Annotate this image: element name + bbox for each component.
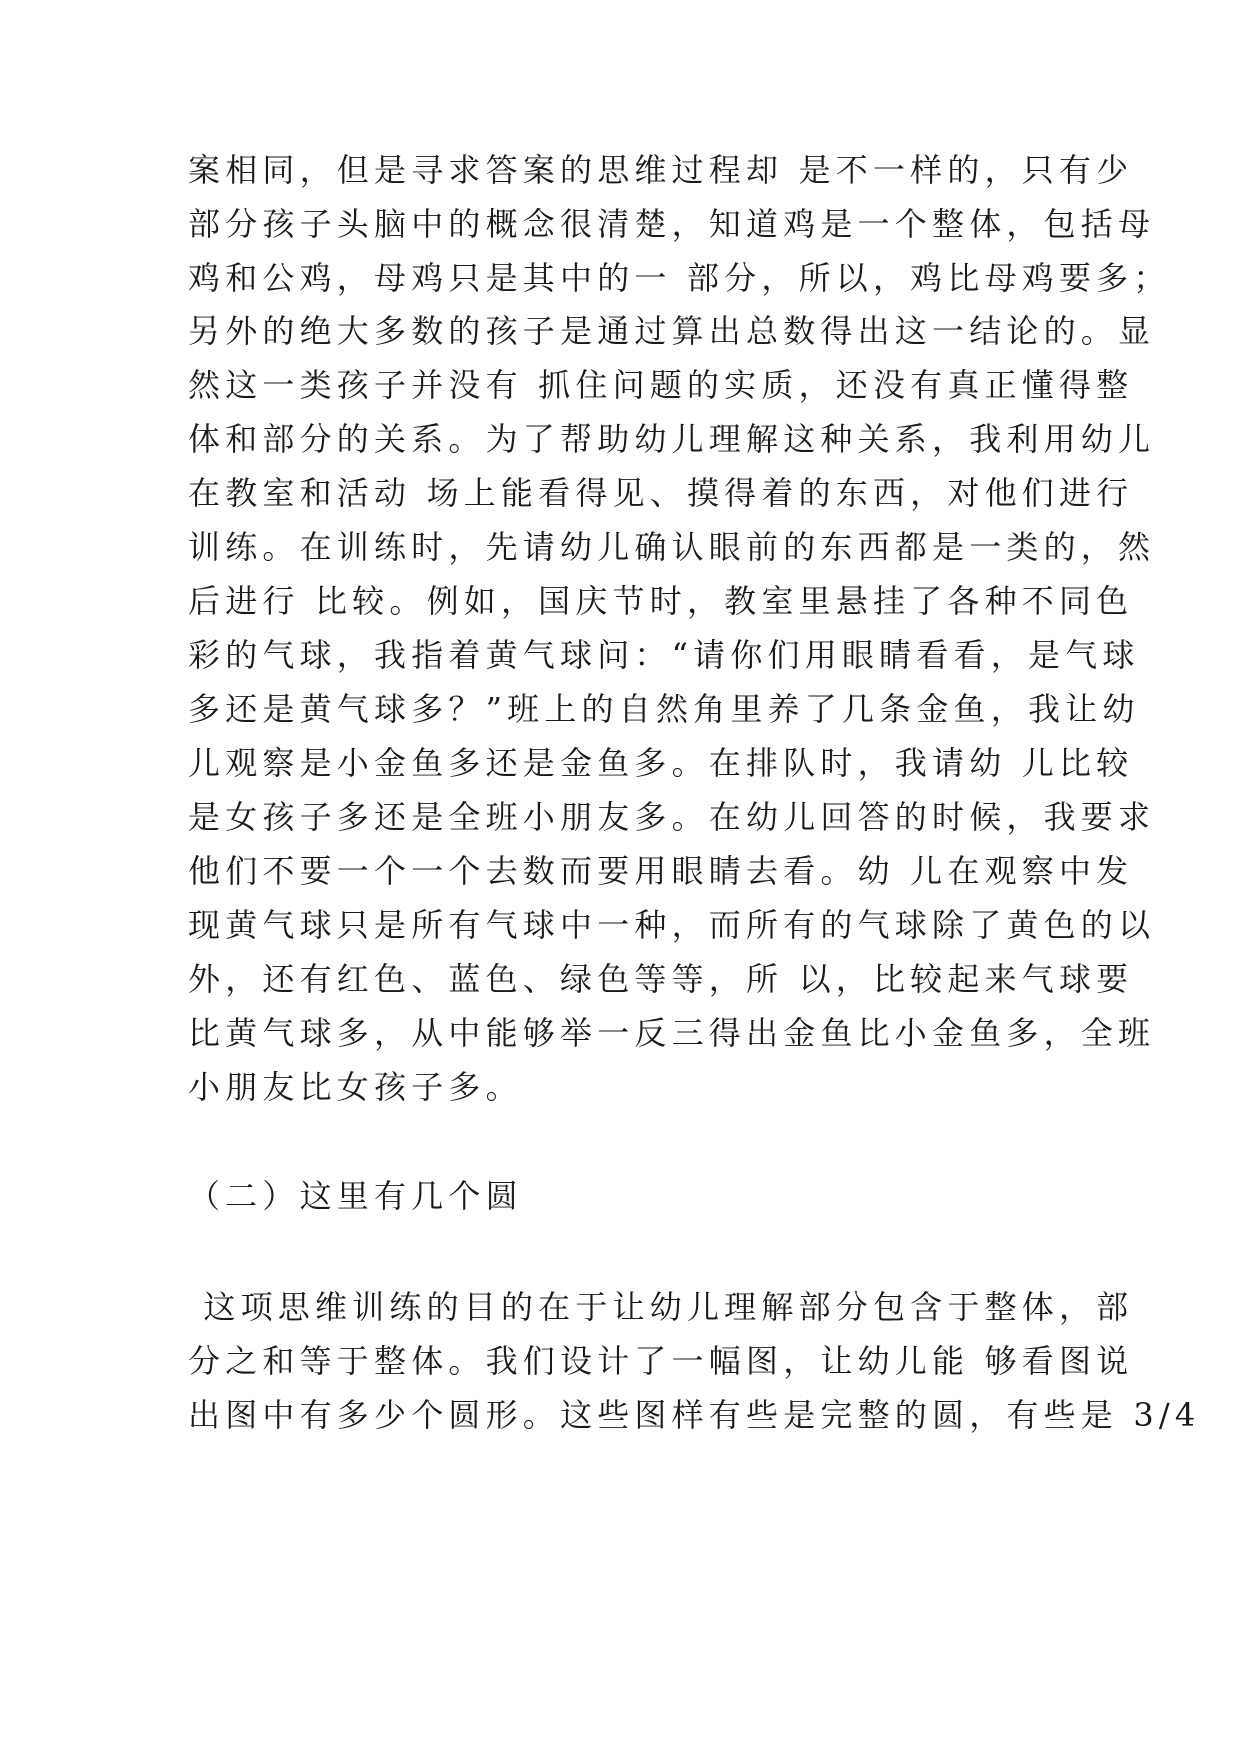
text-line: 出图中有多少个圆形。这些图样有些是完整的圆，有些是 3/4 bbox=[188, 1396, 1201, 1434]
text-line: 分之和等于整体。我们设计了一幅图，让幼儿能 够看图说 bbox=[188, 1342, 1134, 1380]
text-line: 训练。在训练时，先请幼儿确认眼前的东西都是一类的，然 bbox=[188, 528, 1156, 566]
text-line: 彩的气球，我指着黄气球问：“请你们用眼睛看看，是气球 bbox=[188, 636, 1140, 674]
text-line: 他们不要一个一个去数而要用眼睛去看。幼 儿在观察中发 bbox=[188, 852, 1134, 890]
text-line: 鸡和公鸡，母鸡只是其中的一 部分，所以，鸡比母鸡要多； bbox=[188, 259, 1171, 297]
text-line: 是女孩子多还是全班小朋友多。在幼儿回答的时候，我要求 bbox=[188, 798, 1156, 836]
text-line: 后进行 比较。例如，国庆节时，教室里悬挂了各种不同色 bbox=[188, 582, 1134, 620]
text-line: 比黄气球多，从中能够举一反三得出金鱼比小金鱼多，全班 bbox=[188, 1014, 1156, 1052]
text-line: 案相同，但是寻求答案的思维过程却 是不一样的，只有少 bbox=[188, 151, 1134, 189]
text-line: 部分孩子头脑中的概念很清楚，知道鸡是一个整体，包括母 bbox=[188, 205, 1156, 243]
text-line: 儿观察是小金鱼多还是金鱼多。在排队时，我请幼 儿比较 bbox=[188, 744, 1134, 782]
text-line: 现黄气球只是所有气球中一种，而所有的气球除了黄色的以 bbox=[188, 906, 1156, 944]
text-line: 另外的绝大多数的孩子是通过算出总数得出这一结论的。显 bbox=[188, 312, 1156, 350]
text-line: 这项思维训练的目的在于让幼儿理解部分包含于整体，部 bbox=[188, 1288, 1134, 1326]
text-line: 小朋友比女孩子多。 bbox=[188, 1068, 523, 1106]
section-heading: （二）这里有几个圆 bbox=[188, 1177, 523, 1215]
text-line: 外，还有红色、蓝色、绿色等等，所 以，比较起来气球要 bbox=[188, 960, 1134, 998]
text-line: 多还是黄气球多？”班上的自然角里养了几条金鱼，我让幼 bbox=[188, 690, 1140, 728]
text-line: 然这一类孩子并没有 抓住问题的实质，还没有真正懂得整 bbox=[188, 366, 1134, 404]
text-line: 体和部分的关系。为了帮助幼儿理解这种关系，我利用幼儿 bbox=[188, 420, 1156, 458]
text-line: 在教室和活动 场上能看得见、摸得着的东西，对他们进行 bbox=[188, 474, 1134, 512]
